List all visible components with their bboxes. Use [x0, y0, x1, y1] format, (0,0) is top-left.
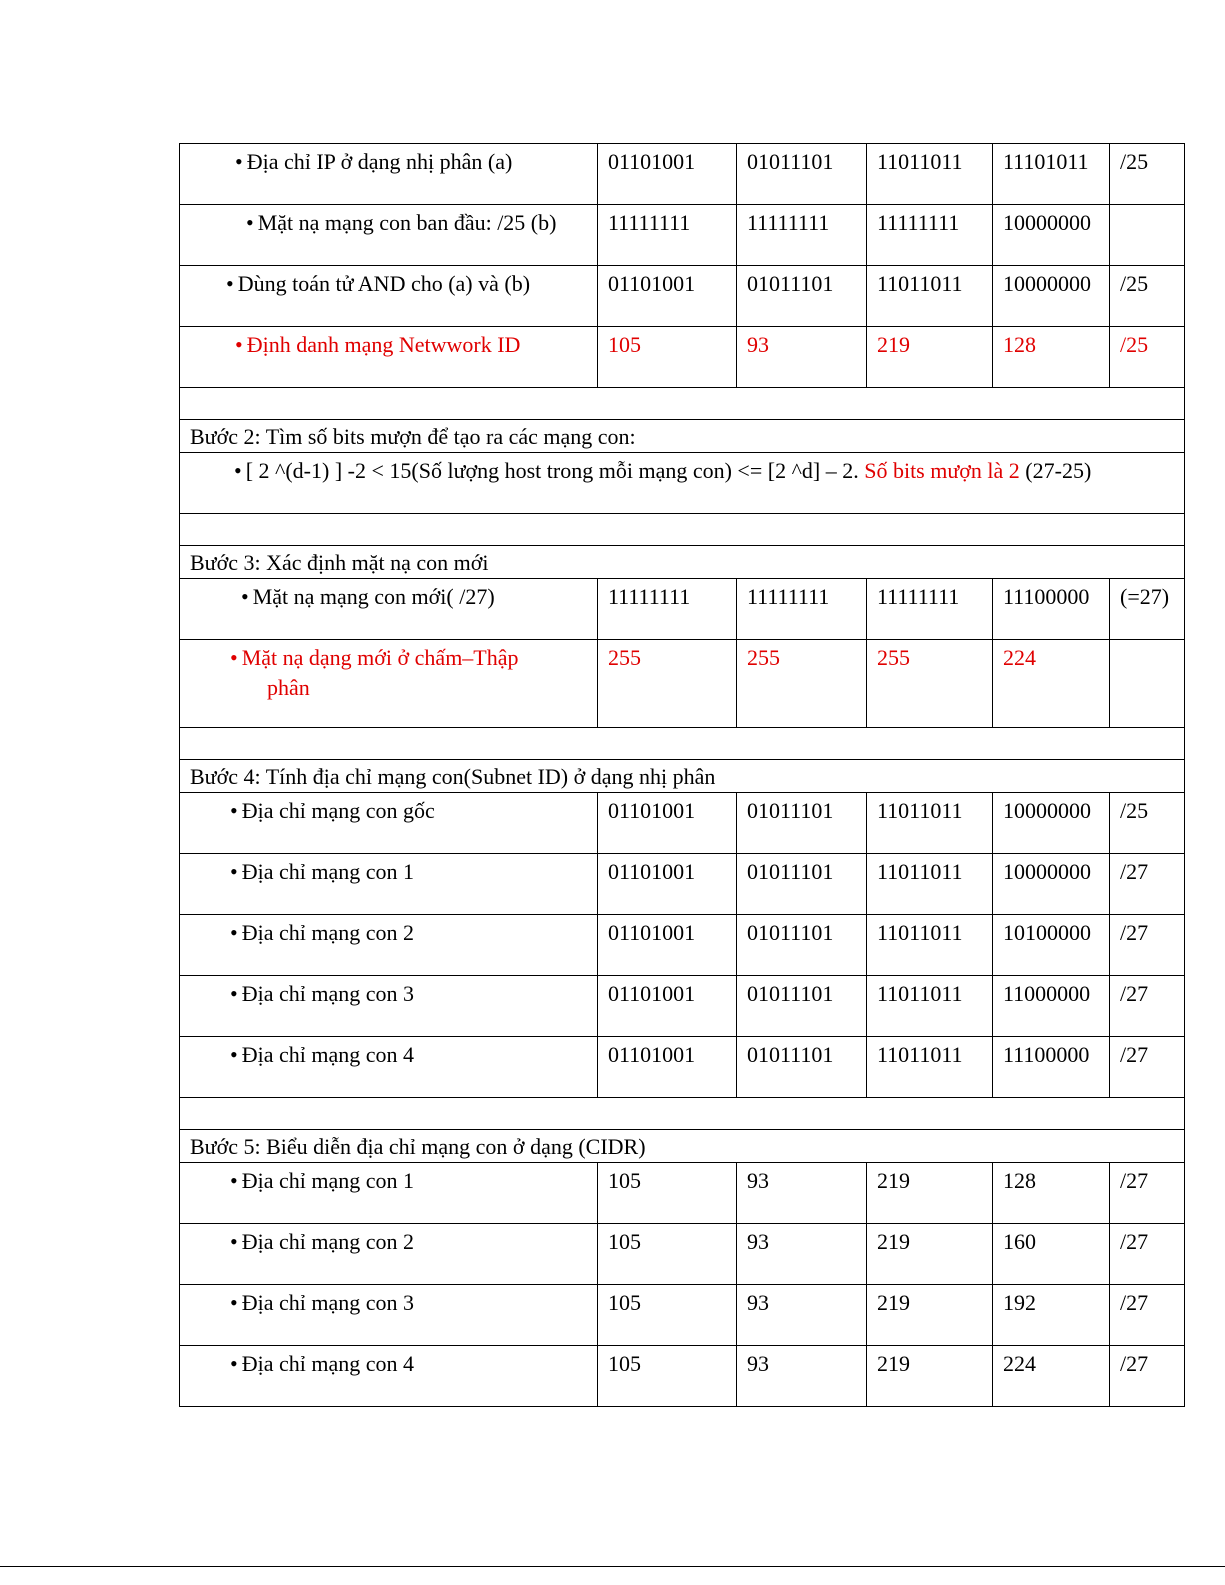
prefix-cell [1110, 854, 1185, 915]
row-label: Địa chỉ mạng con 1 [241, 859, 414, 884]
octet-value: 01101001 [608, 981, 696, 1006]
octet-cell [993, 327, 1110, 388]
table-row [180, 1285, 1185, 1346]
row-label: Địa chỉ mạng con gốc [241, 798, 435, 823]
octet-cell [993, 266, 1110, 327]
bullet-icon: • [230, 645, 238, 670]
octet-value: 11011011 [877, 149, 963, 174]
octet-value: 01101001 [608, 859, 696, 884]
octet-cell [737, 327, 867, 388]
octet-cell [867, 854, 993, 915]
label-line [230, 673, 587, 703]
row-label-cell [180, 1346, 598, 1407]
octet-cell [737, 1285, 867, 1346]
octet-value: 01011101 [747, 271, 834, 296]
step-heading [180, 1130, 1185, 1163]
row-label-cell [180, 205, 598, 266]
octet-value: 93 [747, 1229, 769, 1254]
prefix-cell [1110, 1163, 1185, 1224]
table-row [180, 1224, 1185, 1285]
step-heading-text: Bước 5: Biểu diễn địa chỉ mạng con ở dạng (CIDR) [190, 1134, 646, 1159]
octet-value: 219 [877, 1290, 910, 1315]
row-label-cell [180, 266, 598, 327]
prefix-value: /27 [1120, 1042, 1149, 1067]
octet-value: 93 [747, 1290, 769, 1315]
octet-cell [598, 327, 737, 388]
octet-value: 11011011 [877, 271, 963, 296]
octet-cell [598, 266, 737, 327]
row-label-continuation: phân [267, 675, 310, 700]
octet-cell [867, 915, 993, 976]
octet-value: 255 [747, 645, 780, 670]
octet-cell [737, 1224, 867, 1285]
table-row [180, 327, 1185, 388]
prefix-cell [1110, 640, 1185, 728]
bullet-icon: • [241, 584, 249, 609]
octet-value: 10000000 [1003, 798, 1091, 823]
octet-value: 01101001 [608, 149, 696, 174]
row-label-cell [180, 144, 598, 205]
octet-cell [867, 579, 993, 640]
octet-cell [993, 579, 1110, 640]
octet-cell [993, 793, 1110, 854]
octet-value: 105 [608, 1351, 641, 1376]
table-row [180, 1037, 1185, 1098]
octet-value: 10000000 [1003, 210, 1091, 235]
bullet-icon: • [230, 1168, 238, 1193]
prefix-value: /27 [1120, 1229, 1149, 1254]
table-row [180, 579, 1185, 640]
octet-cell [598, 1037, 737, 1098]
octet-cell [737, 854, 867, 915]
spacer-cell [180, 514, 1185, 546]
octet-cell [993, 640, 1110, 728]
prefix-value: /27 [1120, 1168, 1149, 1193]
row-label: Mặt nạ mạng con ban đầu: /25 (b) [257, 210, 557, 235]
octet-value: 11111111 [747, 584, 830, 609]
row-label-cell [180, 976, 598, 1037]
prefix-value: /27 [1120, 981, 1149, 1006]
row-label-cell [180, 793, 598, 854]
octet-value: 93 [747, 332, 769, 357]
step5-heading-row [180, 1130, 1185, 1163]
row-label: Địa chỉ mạng con 2 [241, 1229, 414, 1254]
step-heading [180, 420, 1185, 453]
octet-value: 01011101 [747, 981, 834, 1006]
row-label: Dùng toán tử AND cho (a) và (b) [237, 271, 531, 296]
octet-value: 11111111 [877, 210, 960, 235]
prefix-value: /25 [1120, 332, 1149, 357]
bullet-icon: • [230, 859, 238, 884]
row-label: Địa chỉ mạng con 2 [241, 920, 414, 945]
bullet-icon: • [246, 210, 254, 235]
row-label-cell [180, 1037, 598, 1098]
prefix-value: /27 [1120, 1290, 1149, 1315]
octet-value: 11011011 [877, 859, 963, 884]
table-row [180, 976, 1185, 1037]
row-label: Định danh mạng Netwwork ID [246, 332, 521, 357]
bullet-icon: • [230, 798, 238, 823]
octet-cell [867, 1224, 993, 1285]
row-label-cell [180, 327, 598, 388]
octet-value: 01011101 [747, 798, 834, 823]
spacer-row [180, 728, 1185, 760]
octet-value: 93 [747, 1351, 769, 1376]
octet-value: 128 [1003, 1168, 1036, 1193]
octet-value: 219 [877, 1168, 910, 1193]
bullet-icon: • [230, 1229, 238, 1254]
bullet-icon: • [234, 458, 242, 483]
row-label: Địa chỉ mạng con 3 [241, 1290, 414, 1315]
octet-cell [598, 205, 737, 266]
bullet-icon: • [235, 149, 243, 174]
octet-value: 11011011 [877, 981, 963, 1006]
spacer-row [180, 388, 1185, 420]
octet-cell [737, 579, 867, 640]
octet-cell [867, 793, 993, 854]
row-label: Địa chỉ mạng con 4 [241, 1351, 414, 1376]
table-row [180, 1346, 1185, 1407]
octet-cell [867, 640, 993, 728]
octet-value: 105 [608, 1168, 641, 1193]
prefix-value: (=27) [1120, 584, 1170, 609]
octet-value: 10000000 [1003, 859, 1091, 884]
step-heading [180, 760, 1185, 793]
octet-value: 11111111 [747, 210, 830, 235]
prefix-cell [1110, 915, 1185, 976]
octet-cell [867, 1346, 993, 1407]
octet-value: 255 [877, 645, 910, 670]
octet-cell [867, 144, 993, 205]
table-body [180, 144, 1185, 1407]
octet-cell [598, 144, 737, 205]
bullet-icon: • [230, 1042, 238, 1067]
spacer-cell [180, 728, 1185, 760]
octet-value: 105 [608, 1229, 641, 1254]
row-label-cell [180, 1224, 598, 1285]
octet-cell [598, 793, 737, 854]
octet-cell [737, 793, 867, 854]
octet-cell [993, 1224, 1110, 1285]
octet-value: 11111111 [877, 584, 960, 609]
octet-cell [598, 976, 737, 1037]
octet-value: 128 [1003, 332, 1036, 357]
spacer-row [180, 1098, 1185, 1130]
octet-cell [867, 1163, 993, 1224]
borrowed-bits-result: Số bits mượn là 2 [864, 458, 1020, 483]
bullet-icon: • [230, 1290, 238, 1315]
octet-value: 11100000 [1003, 1042, 1090, 1067]
octet-cell [867, 205, 993, 266]
octet-value: 10100000 [1003, 920, 1091, 945]
spacer-cell [180, 1098, 1185, 1130]
octet-value: 219 [877, 1229, 910, 1254]
octet-value: 01011101 [747, 920, 834, 945]
label-line [230, 643, 587, 673]
octet-value: 224 [1003, 645, 1036, 670]
prefix-value: /25 [1120, 271, 1149, 296]
octet-value: 11100000 [1003, 584, 1090, 609]
octet-value: 01101001 [608, 271, 696, 296]
octet-cell [598, 640, 737, 728]
octet-cell [993, 144, 1110, 205]
bullet-icon: • [226, 271, 234, 296]
prefix-cell [1110, 1346, 1185, 1407]
table-row [180, 915, 1185, 976]
octet-value: 224 [1003, 1351, 1036, 1376]
octet-cell [737, 1037, 867, 1098]
octet-value: 10000000 [1003, 271, 1091, 296]
spacer-cell [180, 388, 1185, 420]
bullet-icon: • [230, 1351, 238, 1376]
prefix-cell [1110, 327, 1185, 388]
step-heading-text: Bước 4: Tính địa chỉ mạng con(Subnet ID) ở dạng nhị phân [190, 764, 716, 789]
step-heading [180, 546, 1185, 579]
octet-cell [598, 1224, 737, 1285]
octet-value: 11101011 [1003, 149, 1089, 174]
prefix-cell [1110, 1285, 1185, 1346]
table-row [180, 854, 1185, 915]
octet-cell [993, 1346, 1110, 1407]
row-label-cell [180, 915, 598, 976]
row-label: Địa chỉ mạng con 4 [241, 1042, 414, 1067]
prefix-cell [1110, 1224, 1185, 1285]
octet-cell [993, 854, 1110, 915]
prefix-value: /27 [1120, 859, 1149, 884]
step2-formula-row [180, 453, 1185, 514]
row-label-cell [180, 640, 598, 728]
row-label-cell [180, 579, 598, 640]
octet-cell [737, 205, 867, 266]
octet-value: 255 [608, 645, 641, 670]
octet-value: 11011011 [877, 920, 963, 945]
spacer-row [180, 514, 1185, 546]
subnetting-table [179, 143, 1185, 1407]
octet-cell [993, 1037, 1110, 1098]
octet-cell [737, 1163, 867, 1224]
octet-cell [867, 327, 993, 388]
octet-value: 160 [1003, 1229, 1036, 1254]
table-row [180, 640, 1185, 728]
octet-cell [737, 144, 867, 205]
prefix-value: /25 [1120, 798, 1149, 823]
prefix-cell [1110, 266, 1185, 327]
octet-cell [598, 1346, 737, 1407]
octet-value: 01011101 [747, 859, 834, 884]
octet-value: 219 [877, 1351, 910, 1376]
octet-cell [737, 640, 867, 728]
formula-cell [180, 453, 1185, 514]
octet-value: 105 [608, 1290, 641, 1315]
octet-cell [867, 1037, 993, 1098]
row-label: Mặt nạ dạng mới ở chấm–Thập [241, 645, 519, 670]
octet-value: 11011011 [877, 1042, 963, 1067]
octet-value: 01101001 [608, 920, 696, 945]
octet-value: 01101001 [608, 798, 696, 823]
prefix-value: /27 [1120, 1351, 1149, 1376]
row-label-cell [180, 854, 598, 915]
prefix-cell [1110, 205, 1185, 266]
table-row [180, 1163, 1185, 1224]
table-row [180, 205, 1185, 266]
octet-value: 105 [608, 332, 641, 357]
octet-cell [598, 915, 737, 976]
octet-value: 11111111 [608, 584, 691, 609]
octet-value: 01011101 [747, 149, 834, 174]
table-row [180, 144, 1185, 205]
octet-cell [993, 1285, 1110, 1346]
row-label-cell [180, 1285, 598, 1346]
row-label: Địa chỉ IP ở dạng nhị phân (a) [246, 149, 513, 174]
table-row [180, 793, 1185, 854]
page-bottom-rule [0, 1566, 1225, 1567]
octet-cell [993, 1163, 1110, 1224]
prefix-cell [1110, 793, 1185, 854]
octet-cell [993, 205, 1110, 266]
octet-value: 219 [877, 332, 910, 357]
row-label: Địa chỉ mạng con 3 [241, 981, 414, 1006]
octet-value: 01101001 [608, 1042, 696, 1067]
step2-heading-row [180, 420, 1185, 453]
prefix-value: /25 [1120, 149, 1149, 174]
step3-heading-row [180, 546, 1185, 579]
prefix-cell [1110, 976, 1185, 1037]
bullet-icon: • [230, 920, 238, 945]
octet-cell [993, 976, 1110, 1037]
step-heading-text: Bước 2: Tìm số bits mượn để tạo ra các mạng con: [190, 424, 636, 449]
bullet-icon: • [235, 332, 243, 357]
prefix-cell [1110, 144, 1185, 205]
octet-cell [993, 915, 1110, 976]
step4-heading-row [180, 760, 1185, 793]
octet-cell [867, 266, 993, 327]
prefix-value: /27 [1120, 920, 1149, 945]
octet-value: 192 [1003, 1290, 1036, 1315]
octet-cell [737, 1346, 867, 1407]
octet-cell [867, 1285, 993, 1346]
borrowed-bits-detail: (27-25) [1019, 458, 1092, 483]
row-label-cell [180, 1163, 598, 1224]
octet-value: 01011101 [747, 1042, 834, 1067]
step-heading-text: Bước 3: Xác định mặt nạ con mới [190, 550, 489, 575]
octet-cell [598, 854, 737, 915]
octet-value: 93 [747, 1168, 769, 1193]
octet-cell [737, 266, 867, 327]
table-row [180, 266, 1185, 327]
prefix-cell [1110, 1037, 1185, 1098]
octet-value: 11011011 [877, 798, 963, 823]
row-label: Địa chỉ mạng con 1 [241, 1168, 414, 1193]
formula-text: [ 2 ^(d-1) ] -2 < 15(Số lượng host trong mỗi mạng con) <= [2 ^d] – 2. [245, 458, 865, 483]
octet-cell [598, 1163, 737, 1224]
octet-value: 11000000 [1003, 981, 1091, 1006]
prefix-cell [1110, 579, 1185, 640]
octet-value: 11111111 [608, 210, 691, 235]
bullet-icon: • [230, 981, 238, 1006]
octet-cell [737, 915, 867, 976]
octet-cell [867, 976, 993, 1037]
octet-cell [598, 579, 737, 640]
octet-cell [737, 976, 867, 1037]
octet-cell [598, 1285, 737, 1346]
row-label: Mặt nạ mạng con mới( /27) [252, 584, 495, 609]
